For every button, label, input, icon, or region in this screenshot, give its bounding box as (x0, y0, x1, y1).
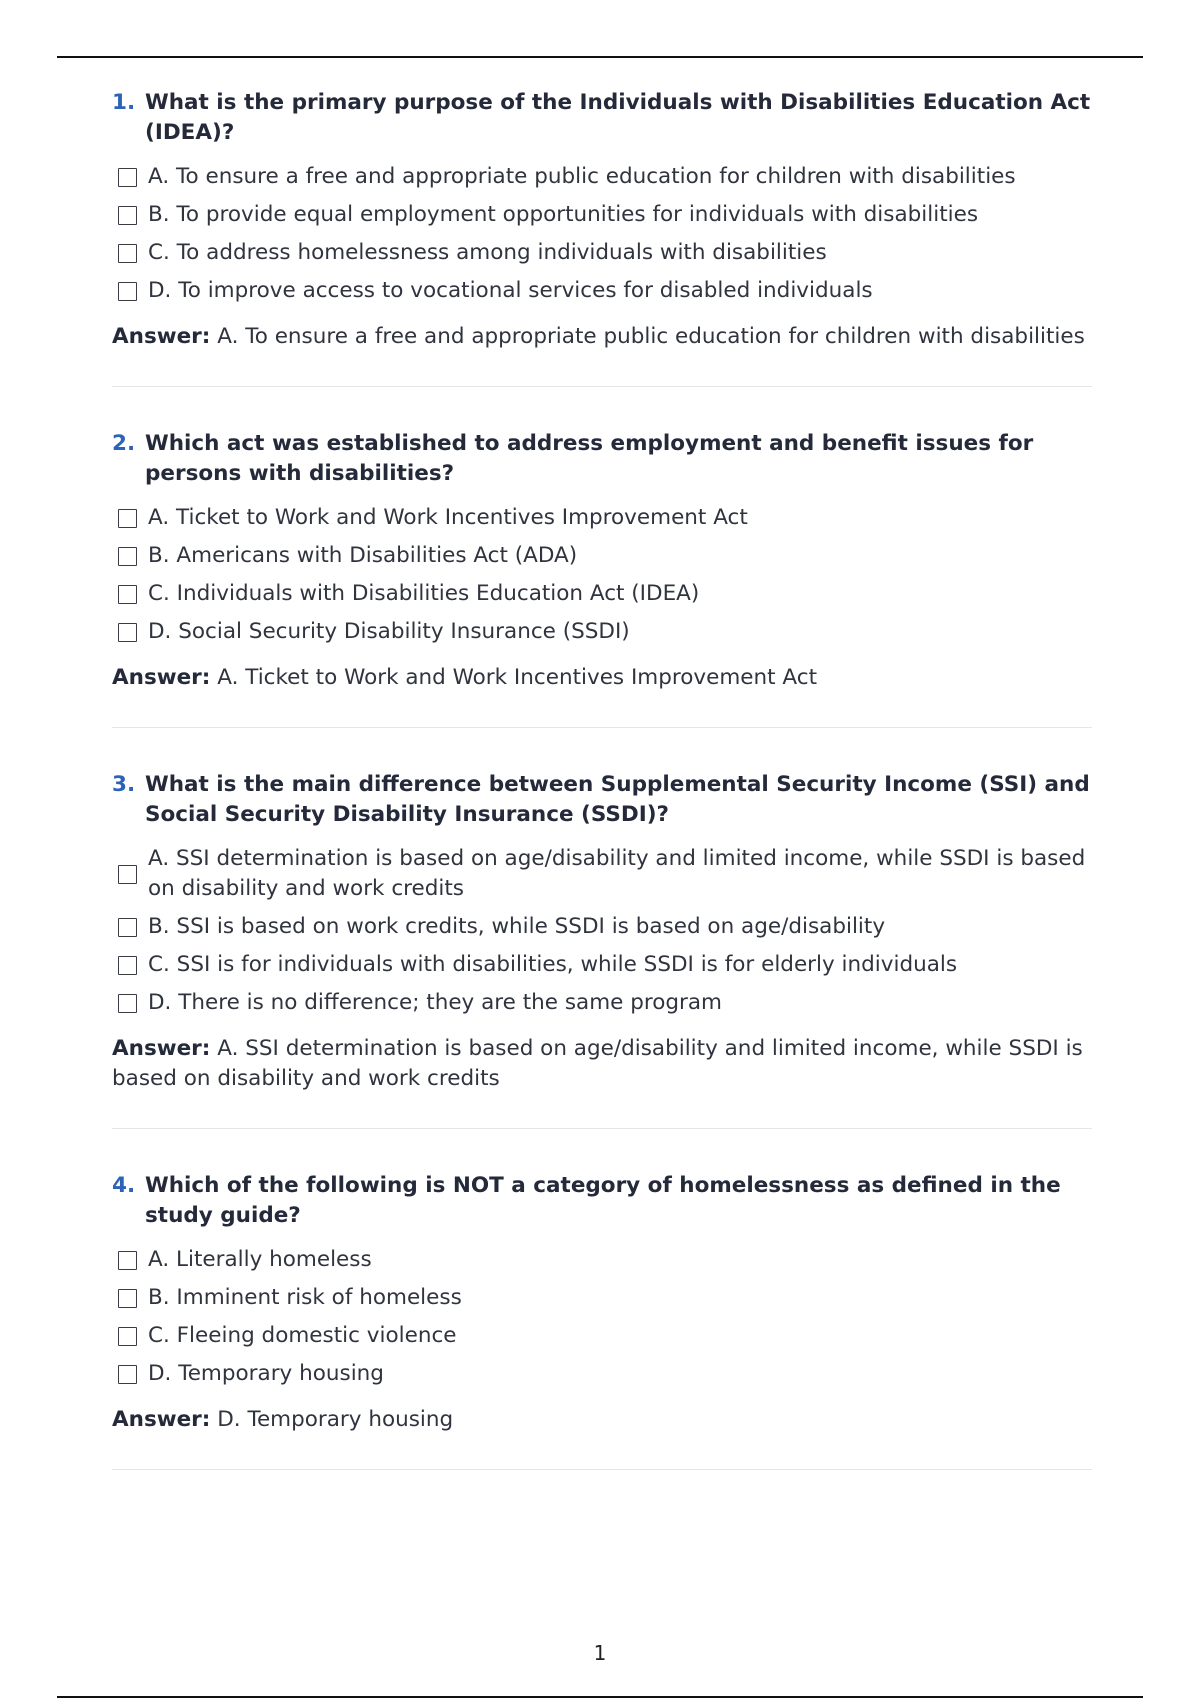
question-text: What is the primary purpose of the Individuals with Disabilities Education Act (IDEA)? (145, 90, 1091, 145)
checkbox[interactable] (118, 956, 137, 975)
checkbox[interactable] (118, 1289, 137, 1308)
question-3 (112, 770, 1092, 1129)
option-list (112, 162, 1092, 306)
question-4 (112, 1171, 1092, 1470)
checkbox[interactable] (118, 585, 137, 604)
top-rule (57, 56, 1143, 58)
option-label: D. Temporary housing (148, 1361, 384, 1386)
option-label: B. Imminent risk of homeless (148, 1285, 462, 1310)
option-label: D. There is no difference; they are the same program (148, 990, 722, 1015)
checkbox[interactable] (118, 623, 137, 642)
option-label: C. Individuals with Disabilities Education Act (IDEA) (148, 581, 700, 606)
answer-label: Answer: (112, 324, 211, 349)
question-text: Which of the following is NOT a category of homelessness as defined in the study guide? (145, 1173, 1061, 1228)
option-c[interactable] (112, 1321, 1092, 1351)
option-list (112, 844, 1092, 1018)
option-label: D. To improve access to vocational services for disabled individuals (148, 278, 873, 303)
checkbox[interactable] (118, 1327, 137, 1346)
answer-label: Answer: (112, 1036, 211, 1061)
question-heading (112, 88, 1092, 148)
option-label: A. To ensure a free and appropriate public education for children with disabilities (148, 164, 1016, 189)
question-number: 2. (112, 431, 136, 456)
answer (112, 663, 1092, 693)
question-1 (112, 88, 1092, 387)
checkbox[interactable] (118, 1251, 137, 1270)
checkbox[interactable] (118, 244, 137, 263)
option-list (112, 1245, 1092, 1389)
option-label: C. To address homelessness among individuals with disabilities (148, 240, 827, 265)
option-b[interactable] (112, 541, 1092, 571)
option-list (112, 503, 1092, 647)
question-number: 4. (112, 1173, 136, 1198)
option-c[interactable] (112, 238, 1092, 268)
checkbox[interactable] (118, 509, 137, 528)
option-label: B. To provide equal employment opportunities for individuals with disabilities (148, 202, 979, 227)
question-heading (112, 1171, 1092, 1231)
answer-text: D. Temporary housing (217, 1407, 454, 1432)
question-text: Which act was established to address employment and benefit issues for persons with disabilities? (145, 431, 1034, 486)
option-label: B. SSI is based on work credits, while SSDI is based on age/disability (148, 914, 886, 939)
answer-text: A. To ensure a free and appropriate public education for children with disabilities (217, 324, 1085, 349)
quiz-content (112, 88, 1092, 1512)
bottom-rule (57, 1696, 1143, 1698)
question-heading (112, 429, 1092, 489)
option-d[interactable] (112, 1359, 1092, 1389)
option-a[interactable] (112, 1245, 1092, 1275)
option-label: A. SSI determination is based on age/disability and limited income, while SSDI is based on disability and work credits (148, 846, 1086, 901)
checkbox[interactable] (118, 918, 137, 937)
option-label: B. Americans with Disabilities Act (ADA) (148, 543, 578, 568)
option-label: D. Social Security Disability Insurance (SSDI) (148, 619, 630, 644)
option-a[interactable] (112, 503, 1092, 533)
page-number: 1 (593, 1641, 607, 1665)
answer (112, 322, 1092, 352)
question-number: 1. (112, 90, 136, 115)
option-c[interactable] (112, 950, 1092, 980)
checkbox[interactable] (118, 1365, 137, 1384)
question-2 (112, 429, 1092, 728)
answer (112, 1405, 1092, 1435)
option-b[interactable] (112, 1283, 1092, 1313)
answer-text: A. Ticket to Work and Work Incentives Improvement Act (217, 665, 818, 690)
option-label: A. Literally homeless (148, 1247, 372, 1272)
answer-label: Answer: (112, 1407, 211, 1432)
answer-text: A. SSI determination is based on age/disability and limited income, while SSDI is based on disability and work credits (112, 1036, 1083, 1091)
option-b[interactable] (112, 200, 1092, 230)
question-number: 3. (112, 772, 136, 797)
checkbox[interactable] (118, 282, 137, 301)
answer-label: Answer: (112, 665, 211, 690)
option-a[interactable] (112, 162, 1092, 192)
option-label: C. Fleeing domestic violence (148, 1323, 457, 1348)
option-d[interactable] (112, 276, 1092, 306)
question-heading (112, 770, 1092, 830)
option-d[interactable] (112, 988, 1092, 1018)
checkbox[interactable] (118, 994, 137, 1013)
option-d[interactable] (112, 617, 1092, 647)
checkbox[interactable] (118, 168, 137, 187)
option-b[interactable] (112, 912, 1092, 942)
checkbox[interactable] (118, 865, 137, 884)
option-label: C. SSI is for individuals with disabilities, while SSDI is for elderly individuals (148, 952, 958, 977)
option-a[interactable] (112, 844, 1092, 904)
option-label: A. Ticket to Work and Work Incentives Improvement Act (148, 505, 748, 530)
question-text: What is the main difference between Supplemental Security Income (SSI) and Social Security Disability Insurance (SSDI)? (145, 772, 1090, 827)
answer (112, 1034, 1092, 1094)
option-c[interactable] (112, 579, 1092, 609)
checkbox[interactable] (118, 547, 137, 566)
checkbox[interactable] (118, 206, 137, 225)
